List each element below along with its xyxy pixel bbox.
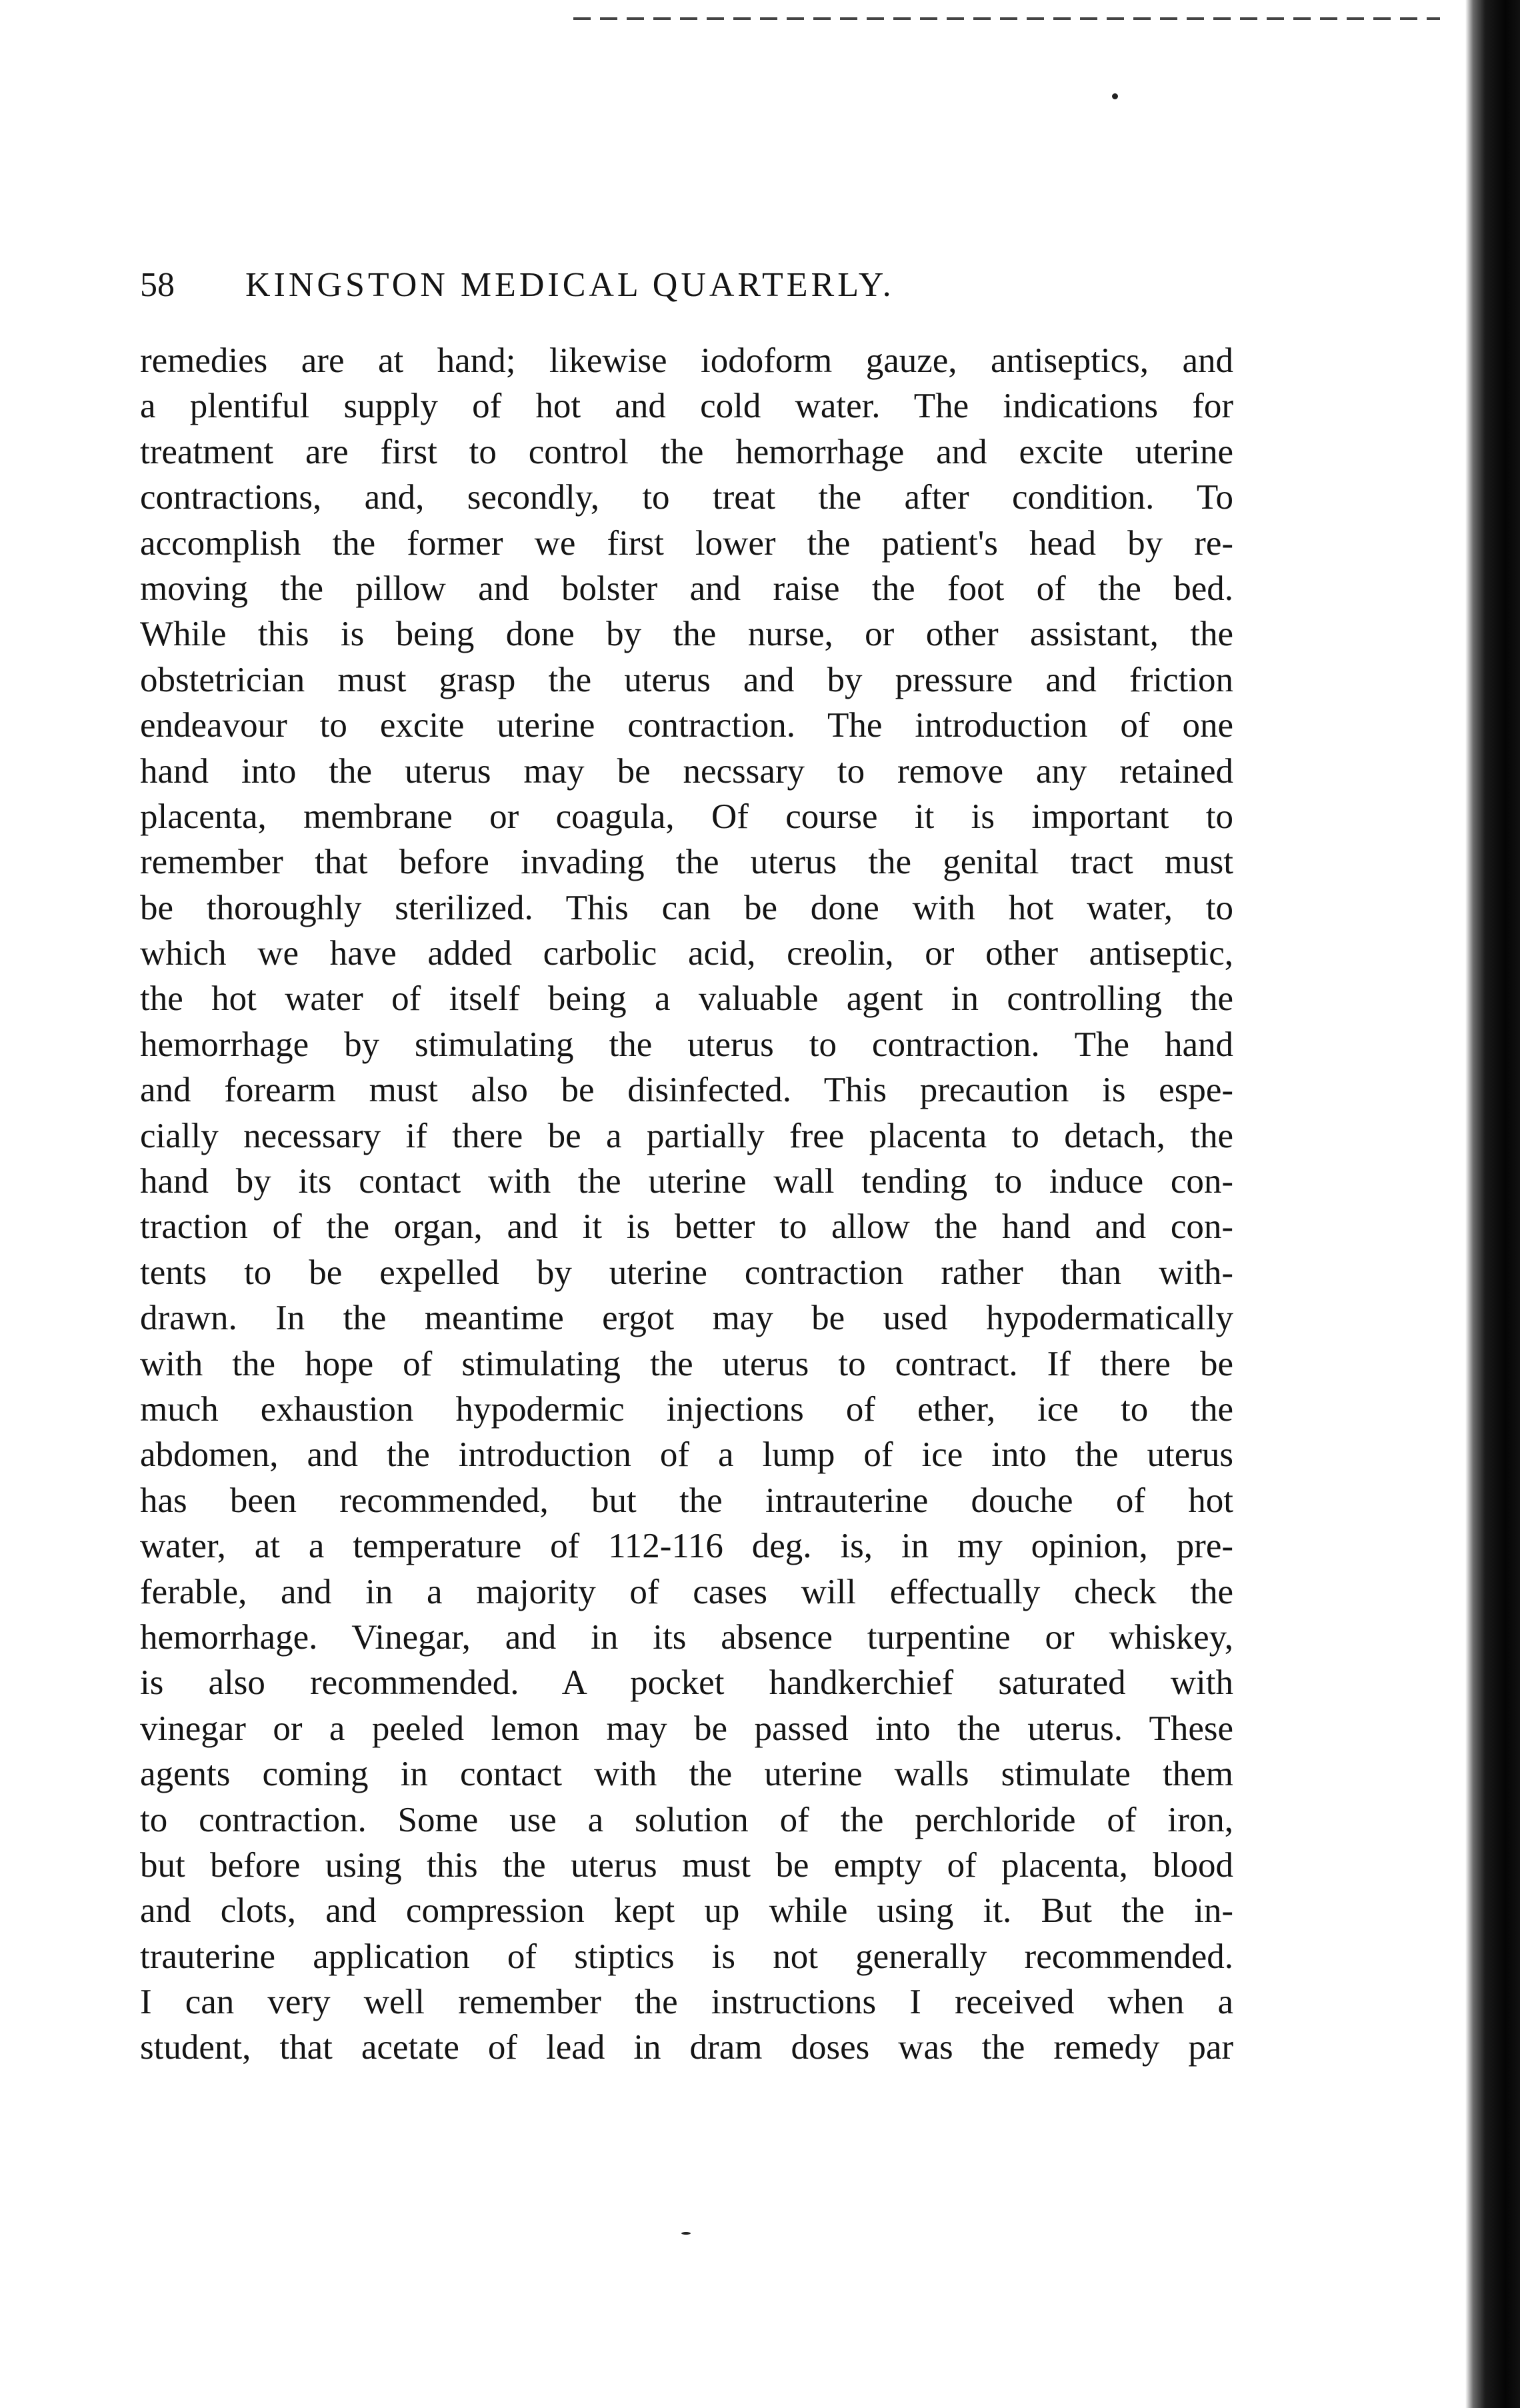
text-line: but before using this the uterus must be empty of placenta, blood [140, 1845, 1233, 1885]
text-line: accomplish the former we first lower the patient's head by re- [140, 523, 1233, 563]
text-line: drawn. In the meantime ergot may be used hypodermatically [140, 1299, 1233, 1338]
text-line: and clots, and compression kept up while using it. But the in- [140, 1891, 1233, 1931]
text-line: abdomen, and the introduction of a lump of ice into the uterus [140, 1435, 1233, 1475]
text-line: which we have added carbolic acid, creolin, or other antiseptic, [140, 934, 1233, 973]
body-text [140, 338, 1233, 2071]
text-line: moving the pillow and bolster and raise the foot of the bed. [140, 569, 1233, 608]
text-line: the hot water of itself being a valuable agent in controlling the [140, 979, 1233, 1019]
text-line: a plentiful supply of hot and cold water. The indications for [140, 387, 1233, 426]
text-line: water, at a temperature of 112-116 deg. is, in my opinion, pre- [140, 1527, 1233, 1566]
text-line: hemorrhage by stimulating the uterus to contraction. The hand [140, 1025, 1233, 1064]
text-line: is also recommended. A pocket handkerchief saturated with [140, 1663, 1233, 1703]
text-line: obstetrician must grasp the uterus and by pressure and friction [140, 660, 1233, 699]
text-line: contractions, and, secondly, to treat the after condition. To [140, 478, 1233, 517]
running-header [140, 259, 1287, 312]
text-line: endeavour to excite uterine contraction. The introduction of one [140, 706, 1233, 745]
binding-edge [1459, 0, 1520, 2408]
text-line: hand by its contact with the uterine wall tending to induce con- [140, 1162, 1233, 1201]
text-line: with the hope of stimulating the uterus to contract. If there be [140, 1344, 1233, 1383]
text-line: student, that acetate of lead in dram doses was the remedy par [140, 2028, 1233, 2067]
text-line: be thoroughly sterilized. This can be done with hot water, to [140, 888, 1233, 927]
scan-speck [1112, 93, 1118, 99]
text-line: trauterine application of stiptics is not generally recommended. [140, 1937, 1233, 1976]
text-line: While this is being done by the nurse, or other assistant, the [140, 615, 1233, 654]
text-line: cially necessary if there be a partially free placenta to detach, the [140, 1116, 1233, 1155]
text-line: much exhaustion hypodermic injections of ether, ice to the [140, 1389, 1233, 1429]
text-line: hemorrhage. Vinegar, and in its absence turpentine or whiskey, [140, 1617, 1233, 1657]
text-line: to contraction. Some use a solution of the perchloride of iron, [140, 1800, 1233, 1839]
text-line: I can very well remember the instructions I received when a [140, 1983, 1233, 2022]
text-line: ferable, and in a majority of cases will effectually check the [140, 1572, 1233, 1611]
text-line: placenta, membrane or coagula, Of course it is important to [140, 797, 1233, 836]
text-line: traction of the organ, and it is better to allow the hand and con- [140, 1207, 1233, 1247]
text-line: agents coming in contact with the uterine walls stimulate them [140, 1755, 1233, 1794]
text-line: tents to be expelled by uterine contraction rather than with- [140, 1253, 1233, 1292]
text-line: remember that before invading the uterus the genital tract must [140, 843, 1233, 882]
scan-artifact-top-line [573, 17, 1440, 20]
text-line: has been recommended, but the intrauterine douche of hot [140, 1481, 1233, 1520]
scan-speck [681, 2232, 691, 2235]
text-line: and forearm must also be disinfected. This precaution is espe- [140, 1071, 1233, 1110]
text-line: treatment are first to control the hemorrhage and excite uterine [140, 432, 1233, 471]
text-line: hand into the uterus may be necssary to remove any retained [140, 751, 1233, 791]
text-line: vinegar or a peeled lemon may be passed into the uterus. These [140, 1709, 1233, 1748]
page-number: 58 [140, 266, 175, 304]
running-title: KINGSTON MEDICAL QUARTERLY. [245, 266, 895, 304]
text-line: remedies are at hand; likewise iodoform gauze, antiseptics, and [140, 341, 1233, 380]
